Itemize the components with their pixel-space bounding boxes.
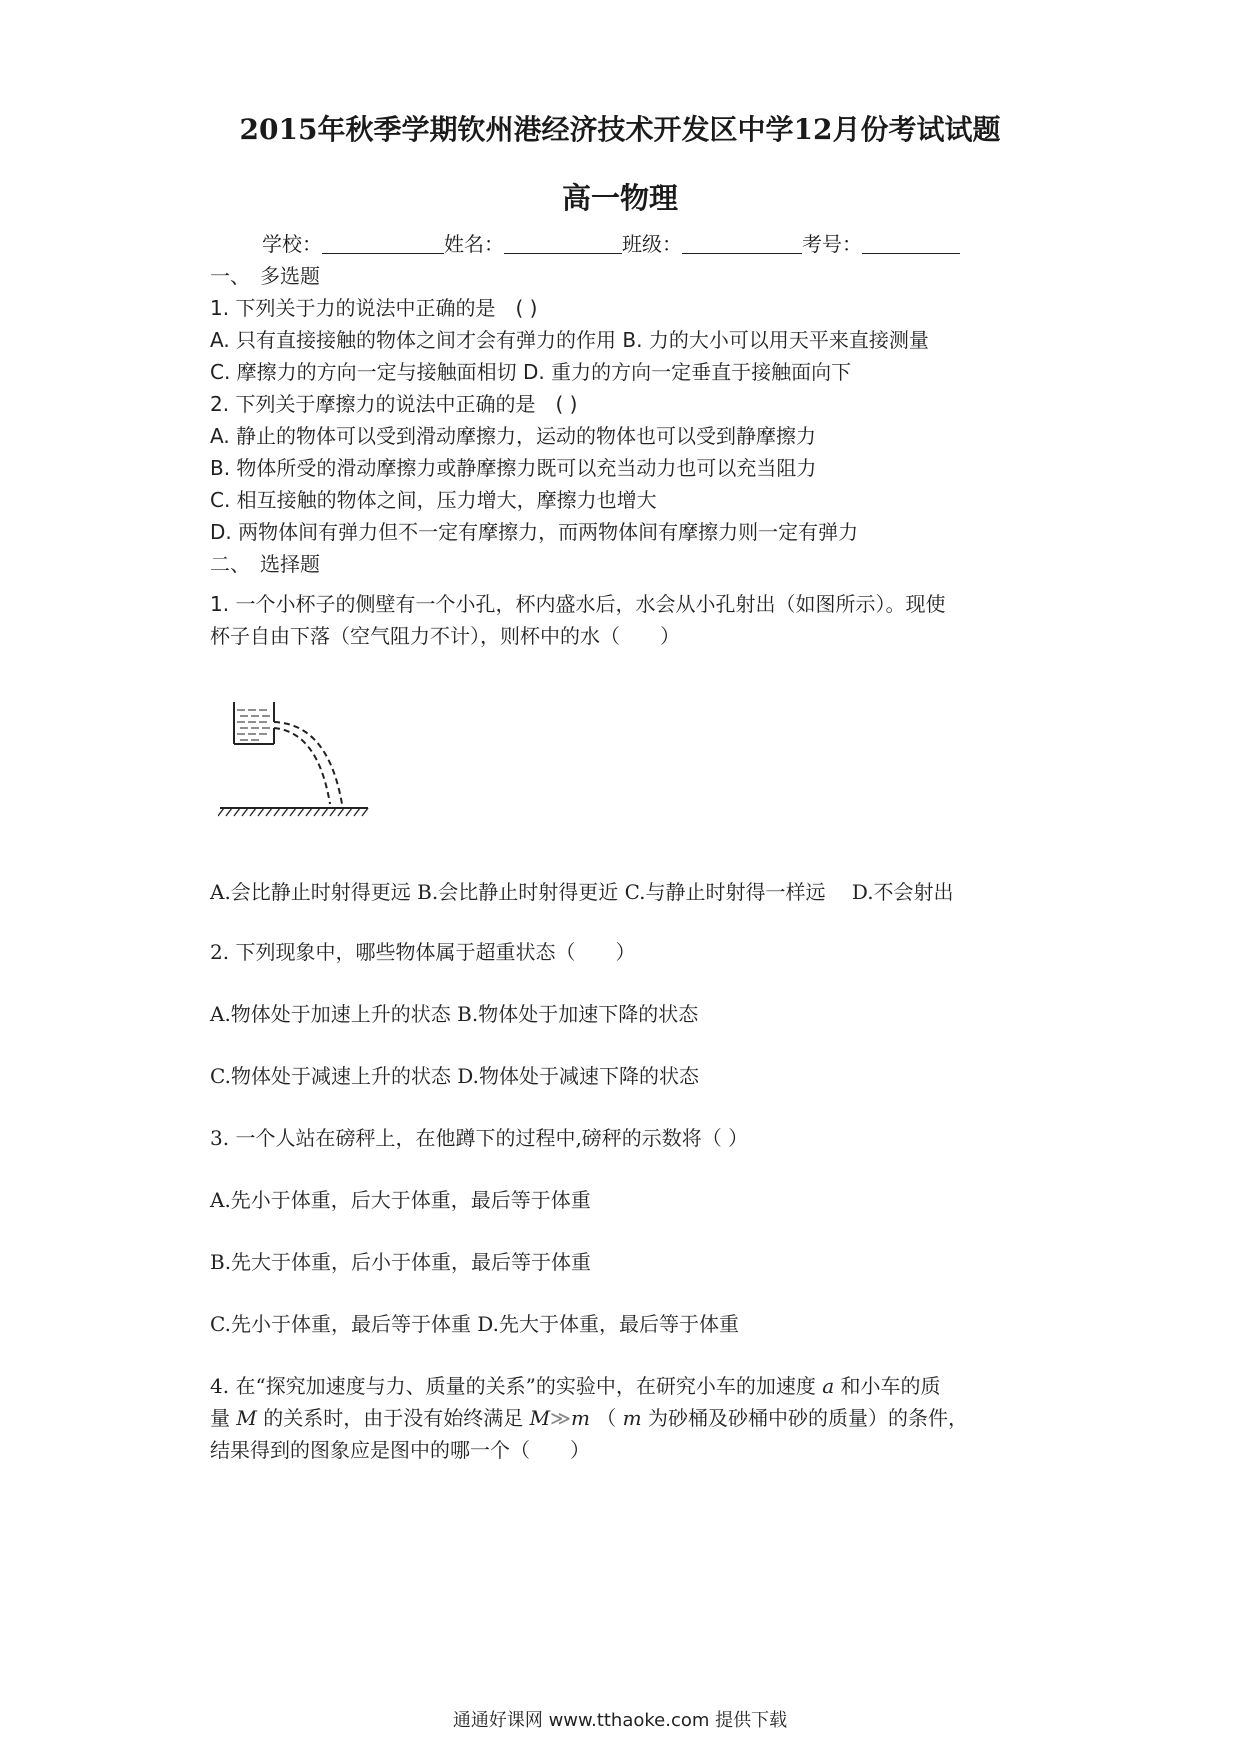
s2-q1-options: A.会比静止时射得更远 B.会比静止时射得更近 C.与静止时射得一样远 D.不会射出 xyxy=(210,880,954,904)
name-label: 姓名： xyxy=(444,232,504,256)
s1-q2-option-b: B. 物体所受的滑动摩擦力或静摩擦力既可以充当动力也可以充当阻力 xyxy=(210,456,817,480)
s2-q4-line2-text-a: 量 xyxy=(210,1406,237,1430)
s2-q4-line2-text-b: 的关系时，由于没有始终满足 xyxy=(256,1406,530,1430)
class-blank[interactable] xyxy=(682,235,802,254)
s1-q2-stem: 2. 下列关于摩擦力的说法中正确的是 ( ) xyxy=(210,392,578,416)
s2-q4-line1 xyxy=(210,1370,941,1399)
exam-title: 2015年秋季学期钦州港经济技术开发区中学12月份考试试题 xyxy=(239,113,1001,146)
s2-q3-option-b: B.先大于体重，后小于体重，最后等于体重 xyxy=(210,1250,592,1274)
s2-q4-line2-text-c: （ xyxy=(589,1406,623,1430)
s2-q4-line2 xyxy=(210,1402,968,1431)
s1-q2-option-d: D. 两物体间有弹力但不一定有摩擦力，而两物体间有摩擦力则一定有弹力 xyxy=(210,520,859,544)
class-label: 班级： xyxy=(622,232,682,256)
s1-q1-options-ab: A. 只有直接接触的物体之间才会有弹力的作用 B. 力的大小可以用天平来直接测量 xyxy=(210,328,929,352)
number-label: 考号： xyxy=(802,232,862,256)
s2-q3-stem: 3. 一个人站在磅秤上，在他蹲下的过程中,磅秤的示数将（ ） xyxy=(210,1126,749,1150)
school-blank[interactable] xyxy=(322,235,444,254)
var-M-condition: M xyxy=(529,1406,551,1430)
school-label: 学校： xyxy=(262,232,322,256)
s1-q1-stem: 1. 下列关于力的说法中正确的是 ( ) xyxy=(210,296,538,320)
much-greater-symbol: ≫ xyxy=(550,1406,571,1430)
subject-title: 高一物理 xyxy=(561,181,678,215)
section-heading-multi: 一、 多选题 xyxy=(210,264,320,288)
var-m-condition: m xyxy=(570,1406,590,1430)
s2-q2-options-cd: C.物体处于减速上升的状态 D.物体处于减速下降的状态 xyxy=(210,1064,699,1088)
cup-water-jet-diagram xyxy=(218,700,378,830)
s1-q2-option-a: A. 静止的物体可以受到滑动摩擦力，运动的物体也可以受到静摩擦力 xyxy=(210,424,817,448)
name-blank[interactable] xyxy=(504,235,622,254)
cup-icon xyxy=(234,702,274,744)
s2-q3-option-a: A.先小于体重，后大于体重，最后等于体重 xyxy=(210,1188,591,1212)
s1-q2-option-c: C. 相互接触的物体之间，压力增大，摩擦力也增大 xyxy=(210,488,657,512)
s1-q1-options-cd: C. 摩擦力的方向一定与接触面相切 D. 重力的方向一定垂直于接触面向下 xyxy=(210,360,852,384)
s2-q2-stem: 2. 下列现象中，哪些物体属于超重状态（ ） xyxy=(210,940,636,964)
s2-q4-line3: 结果得到的图象应是图中的哪一个（ ） xyxy=(210,1438,590,1462)
section-heading-choice: 二、 选择题 xyxy=(210,552,320,576)
footer-source: 通通好课网 www.tthaoke.com 提供下载 xyxy=(452,1710,788,1731)
water-jet-curve-outer xyxy=(274,722,342,804)
s2-q4-line2-text-d: 为砂桶及砂桶中砂的质量）的条件， xyxy=(641,1406,968,1430)
var-m: m xyxy=(622,1406,642,1430)
ground-hatching xyxy=(218,808,368,816)
water-jet-curve-inner xyxy=(274,728,330,804)
number-blank[interactable] xyxy=(862,235,960,254)
s2-q1-stem-line2: 杯子自由下落（空气阻力不计），则杯中的水（ ） xyxy=(210,624,680,648)
s2-q4-line1-text-b: 和小车的质 xyxy=(834,1374,941,1398)
var-a: a xyxy=(822,1374,835,1398)
s2-q1-stem-line1: 1. 一个小杯子的侧壁有一个小孔，杯内盛水后，水会从小孔射出（如图所示）。现使 xyxy=(210,592,946,616)
var-M: M xyxy=(236,1406,257,1430)
s2-q4-line1-text-a: 4. 在“探究加速度与力、质量的关系”的实验中，在研究小车的加速度 xyxy=(210,1374,823,1398)
s2-q3-options-cd: C.先小于体重，最后等于体重 D.先大于体重，最后等于体重 xyxy=(210,1312,739,1336)
s2-q2-options-ab: A.物体处于加速上升的状态 B.物体处于加速下降的状态 xyxy=(210,1002,699,1026)
student-info-row xyxy=(262,228,960,257)
